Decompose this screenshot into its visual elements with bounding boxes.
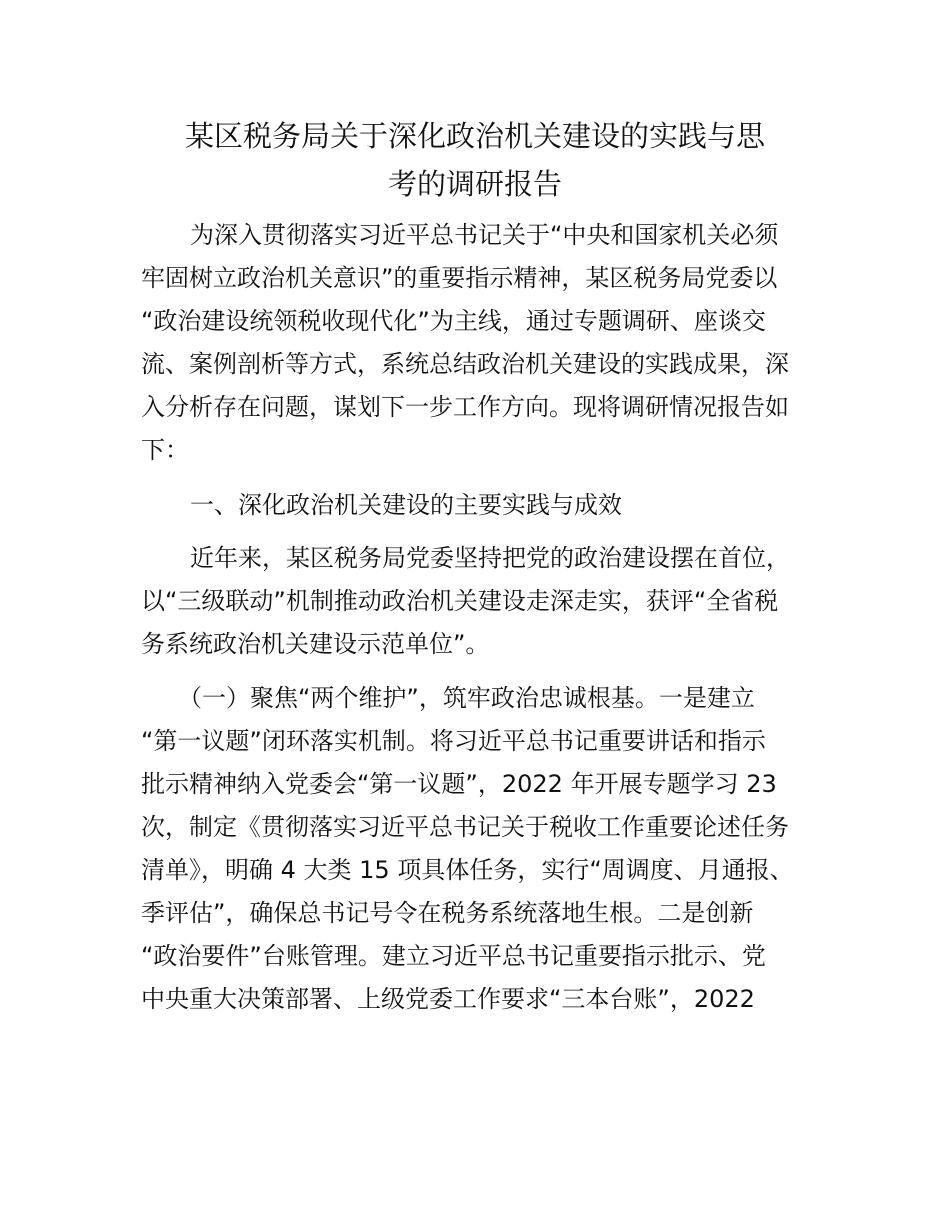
intro-paragraph-line: 流、案例剖析等方式，系统总结政治机关建设的实践成果，深 <box>141 350 789 378</box>
subsection-paragraph-line: 清单》，明确 4 大类 15 项具体任务，实行“周调度、月通报、 <box>141 856 794 884</box>
subsection-paragraph-line: （一）聚焦“两个维护”，筑牢政治忠诚根基。一是建立 <box>178 684 755 712</box>
report-title-line-1: 某区税务局关于深化政治机关建设的实践与思 <box>184 119 765 153</box>
subsection-paragraph-line: “第一议题”闭环落实机制。将习近平总书记重要讲话和指示 <box>141 727 766 755</box>
report-title-line-2: 考的调研报告 <box>387 167 562 201</box>
section-heading: 一、深化政治机关建设的主要实践与成效 <box>190 491 622 519</box>
intro-paragraph-line: 为深入贯彻落实习近平总书记关于“中央和国家机关必须 <box>190 221 779 249</box>
subsection-paragraph-line: 中央重大决策部署、上级党委工作要求“三本台账”，2022 <box>141 985 755 1013</box>
section-paragraph-line: 以“三级联动”机制推动政治机关建设走深走实，获评“全省税 <box>141 587 779 615</box>
subsection-paragraph-line: 批示精神纳入党委会“第一议题”，2022 年开展专题学习 23 <box>141 770 777 798</box>
section-paragraph-line: 近年来，某区税务局党委坚持把党的政治建设摆在首位， <box>190 544 790 572</box>
report-title <box>140 112 810 208</box>
intro-paragraph-line: 下： <box>141 436 189 464</box>
intro-paragraph-line: 牢固树立政治机关意识”的重要指示精神，某区税务局党委以 <box>141 264 778 292</box>
section-paragraph-line: 务系统政治机关建设示范单位”。 <box>141 630 490 658</box>
intro-paragraph-line: “政治建设统领税收现代化”为主线，通过专题调研、座谈交 <box>141 307 766 335</box>
subsection-paragraph-line: “政治要件”台账管理。建立习近平总书记重要指示批示、党 <box>141 942 766 970</box>
subsection-paragraph-line: 次，制定《贯彻落实习近平总书记关于税收工作重要论述任务 <box>141 813 789 841</box>
subsection-paragraph-line: 季评估”，确保总书记号令在税务系统落地生根。二是创新 <box>141 899 754 927</box>
intro-paragraph-line: 入分析存在问题，谋划下一步工作方向。现将调研情况报告如 <box>141 393 789 421</box>
